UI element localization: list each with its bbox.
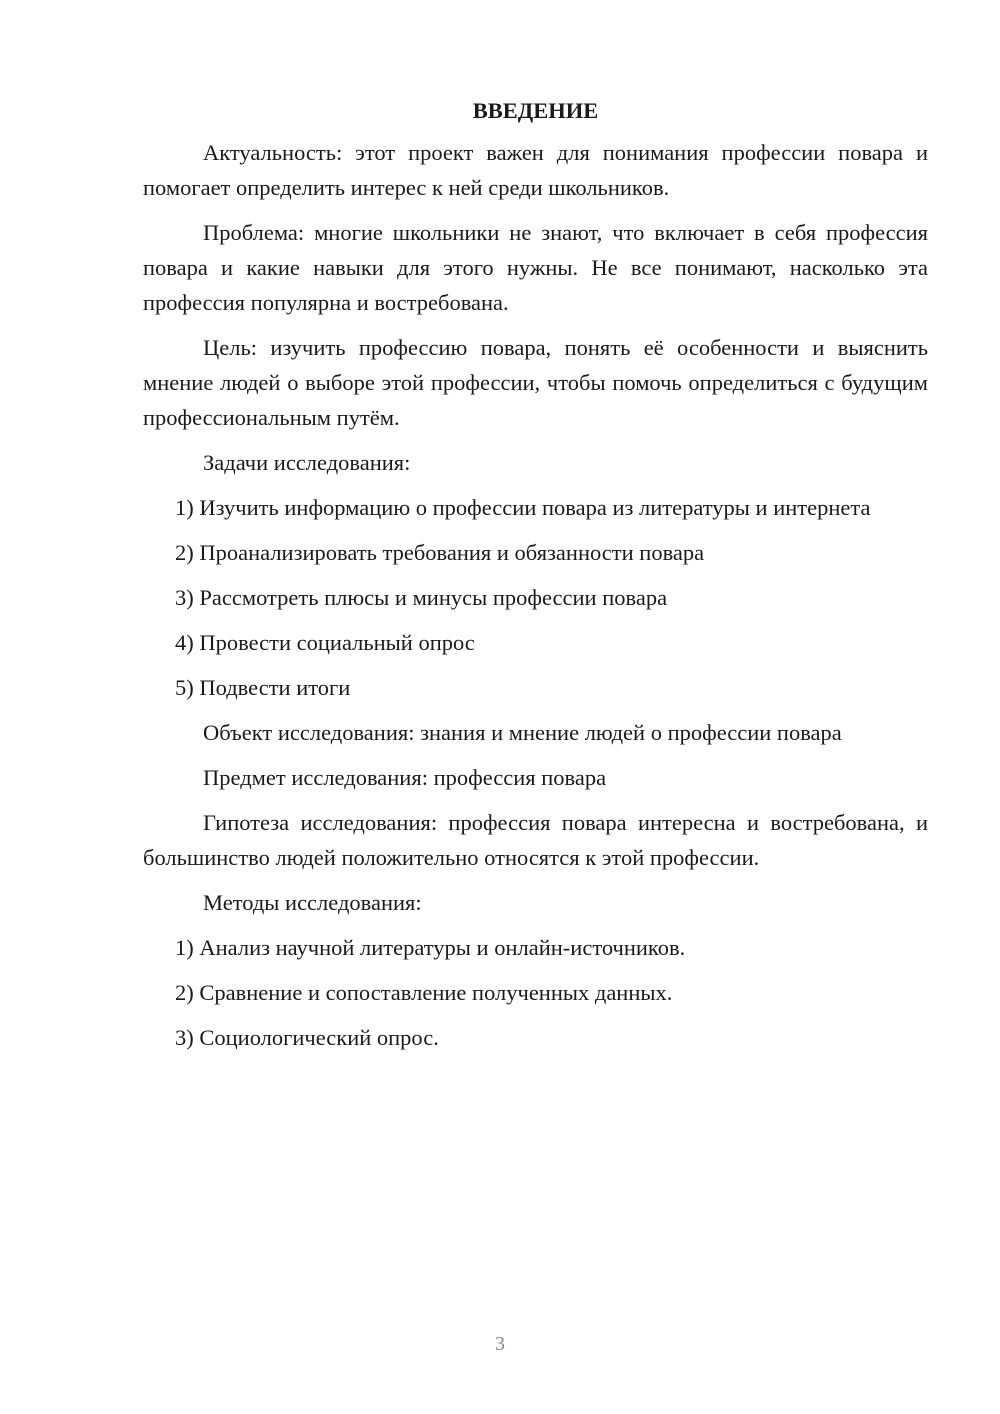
task-item-2: 2) Проанализировать требования и обязанности повара xyxy=(175,540,705,565)
object-paragraph: Объект исследования: знания и мнение людей о профессии повара xyxy=(203,720,842,745)
method-item-2: 2) Сравнение и сопоставление полученных данных. xyxy=(175,980,673,1005)
goal-paragraph: Цель: изучить профессию повара, понять её особенности и выяснить мнение людей о выборе этой профессии, чтобы помочь определиться с будущим профессиональным путём. xyxy=(143,335,928,430)
relevance-paragraph: Актуальность: этот проект важен для понимания профессии повара и помогает определить интерес к ней среди школьников. xyxy=(143,140,928,200)
page-number: 3 xyxy=(495,1333,505,1355)
hypothesis-paragraph: Гипотеза исследования: профессия повара интересна и востребована, и большинство людей положительно относятся к этой профессии. xyxy=(143,810,928,870)
problem-paragraph: Проблема: многие школьники не знают, что включает в себя профессия повара и какие навыки для этого нужны. Не все понимают, насколько эта профессия популярна и востребована. xyxy=(143,220,928,315)
page-content xyxy=(143,96,928,1065)
task-item-5: 5) Подвести итоги xyxy=(175,675,351,700)
task-item-4: 4) Провести социальный опрос xyxy=(175,630,475,655)
subject-paragraph: Предмет исследования: профессия повара xyxy=(203,765,607,790)
methods-heading: Методы исследования: xyxy=(203,890,422,915)
section-title: ВВЕДЕНИЕ xyxy=(472,98,599,123)
method-item-3: 3) Социологический опрос. xyxy=(175,1025,439,1050)
method-item-1: 1) Анализ научной литературы и онлайн-источников. xyxy=(175,935,686,960)
tasks-heading: Задачи исследования: xyxy=(203,450,411,475)
task-item-1: 1) Изучить информацию о профессии повара из литературы и интернета xyxy=(175,495,871,520)
task-item-3: 3) Рассмотреть плюсы и минусы профессии повара xyxy=(175,585,668,610)
